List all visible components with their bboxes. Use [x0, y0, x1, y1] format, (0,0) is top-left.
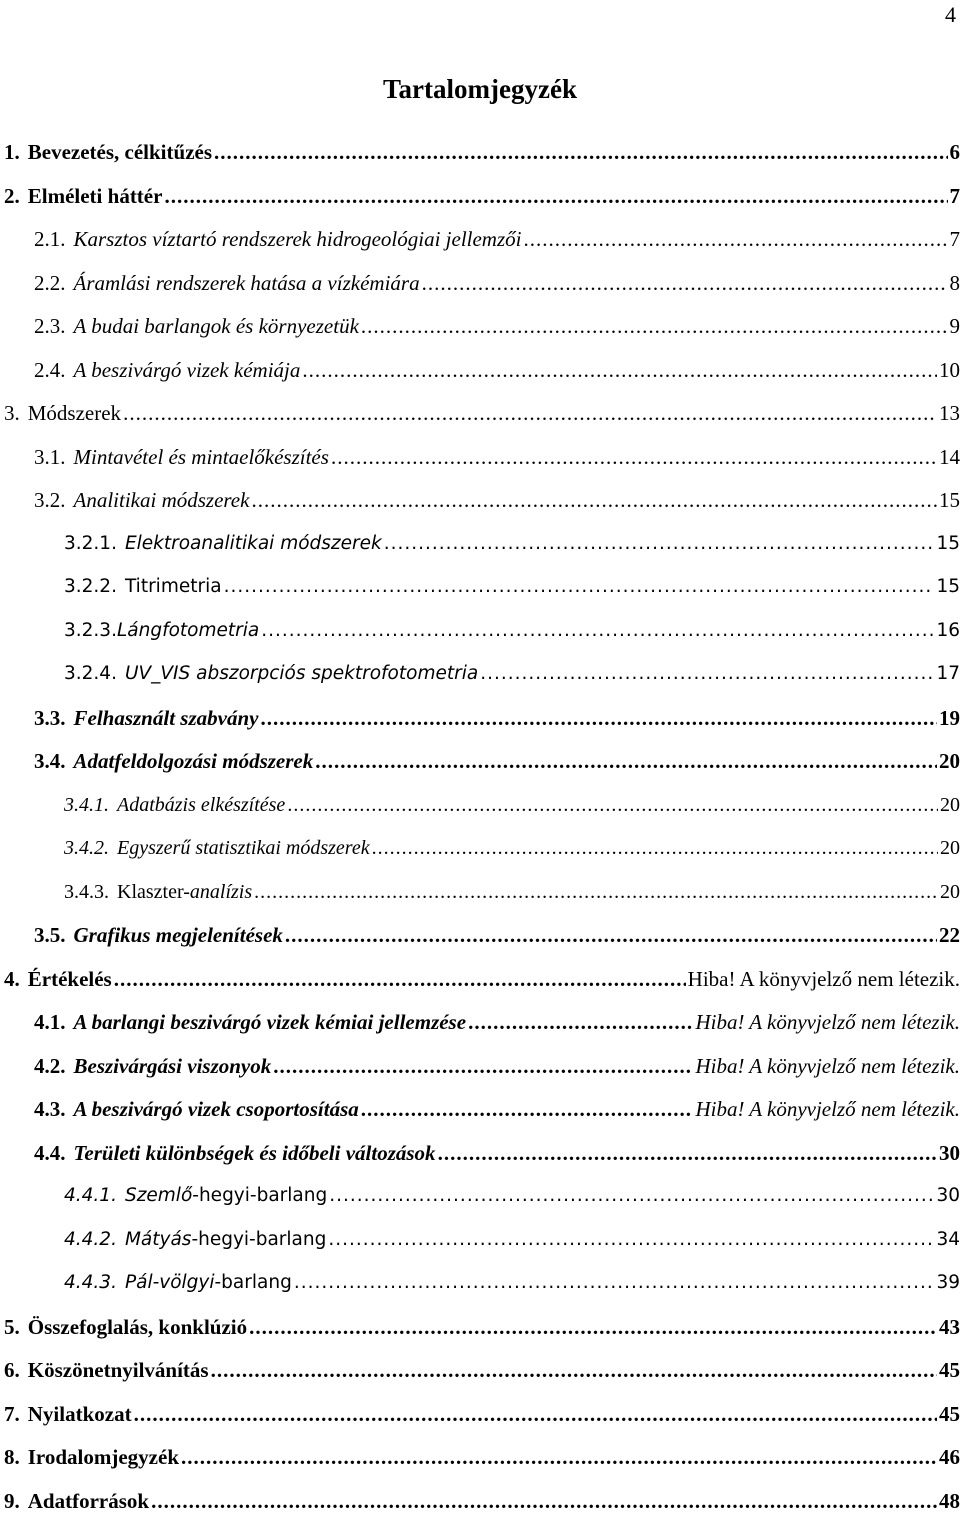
toc-entry-title-part: analízis: [190, 881, 252, 903]
toc-entry-page: 30: [936, 1176, 960, 1216]
toc-entry[interactable]: [0, 611, 960, 655]
toc-entry-page: Hiba! A könyvjelző nem létezik.: [695, 1002, 960, 1042]
toc-entry[interactable]: [0, 1133, 960, 1177]
toc-entry-page: 7: [950, 176, 960, 216]
toc-entry-title: A beszivárgó vizek kémiája: [74, 350, 301, 390]
toc-entry-number: 3.4.1.: [64, 785, 109, 825]
dot-leader: [249, 1307, 937, 1347]
toc-entry[interactable]: [0, 524, 960, 568]
toc-entry-number: 3.4.: [34, 741, 66, 781]
toc-entry-page: Hiba! A könyvjelző nem létezik.: [695, 1089, 960, 1129]
toc-entry-number: 6.: [4, 1350, 20, 1390]
toc-entry[interactable]: [0, 1437, 960, 1481]
toc-entry-title: Lángfotometria: [117, 611, 259, 651]
toc-entry-page: 19: [939, 698, 960, 738]
toc-entry-title-part: Klaszter-: [117, 881, 190, 903]
toc-entry-title: Adatfeldolgozási módszerek: [74, 741, 314, 781]
toc-entry-title: Köszönetnyilvánítás: [28, 1350, 209, 1390]
toc-entry-title: Irodalomjegyzék: [28, 1437, 179, 1477]
toc-entry-page: 46: [939, 1437, 960, 1477]
toc-entry-number: 2.3.: [34, 306, 66, 346]
toc-entry-page: 15: [939, 480, 960, 520]
dot-leader: [287, 785, 938, 825]
toc-entry-page: 30: [939, 1133, 960, 1173]
toc-entry[interactable]: [0, 1394, 960, 1438]
dot-leader: [273, 1046, 693, 1086]
dot-leader: [251, 480, 937, 520]
toc-entry-page: 20: [940, 872, 960, 912]
toc-entry-page: 15: [936, 524, 960, 564]
toc-entry-number: 5.: [4, 1307, 20, 1347]
toc-entry-page: 16: [936, 611, 960, 651]
dot-leader: [438, 1133, 937, 1173]
toc-entry[interactable]: [0, 350, 960, 394]
toc-entry[interactable]: [0, 1220, 960, 1264]
toc-entry-page: 20: [940, 785, 960, 825]
toc-entry-title: Elméleti háttér: [28, 176, 163, 216]
toc-entry-number: 2.2.: [34, 263, 66, 303]
toc-entry-title-part: Szemlő: [125, 1185, 192, 1206]
toc-entry-title: [125, 1263, 292, 1303]
toc-entry-title-part: Mátyás: [125, 1229, 191, 1250]
toc-entry[interactable]: [0, 654, 960, 698]
dot-leader: [211, 1350, 937, 1390]
toc-entry-title: Áramlási rendszerek hatása a vízkémiára: [74, 263, 420, 303]
toc-entry-page: 17: [936, 654, 960, 694]
toc-entry-title: Területi különbségek és időbeli változások: [74, 1133, 436, 1173]
toc-entry[interactable]: [0, 176, 960, 220]
toc-entry-title: Analitikai módszerek: [74, 480, 250, 520]
toc-entry-page: 45: [939, 1394, 960, 1434]
dot-leader: [480, 654, 934, 694]
toc-entry[interactable]: [0, 872, 960, 916]
toc-entry[interactable]: [0, 741, 960, 785]
dot-leader: [315, 741, 937, 781]
toc-entry-page: 39: [936, 1263, 960, 1303]
toc-entry[interactable]: [0, 132, 960, 176]
toc-entry-page: 20: [940, 828, 960, 868]
toc-entry[interactable]: [0, 437, 960, 481]
dot-leader: [224, 567, 935, 607]
dot-leader: [134, 1394, 937, 1434]
toc-entry-page: 8: [950, 263, 960, 303]
dot-leader: [422, 263, 948, 303]
dot-leader: [261, 611, 934, 651]
toc-entry-number: 3.2.4.: [64, 654, 117, 694]
toc-entry-title: A barlangi beszivárgó vizek kémiai jellemzése: [74, 1002, 467, 1042]
toc-entry-number: 4.1.: [34, 1002, 66, 1042]
dot-leader: [260, 698, 937, 738]
toc-entry[interactable]: [0, 828, 960, 872]
toc-entry[interactable]: [0, 393, 960, 437]
toc-entry-title: Titrimetria: [125, 567, 222, 607]
toc-entry-page: 6: [950, 132, 960, 172]
toc-entry[interactable]: [0, 219, 960, 263]
toc-entry-title: Felhasznált szabvány: [74, 698, 259, 738]
toc-entry-number: 3.2.2.: [64, 567, 117, 607]
toc-entry[interactable]: [0, 1176, 960, 1220]
toc-title: Tartalomjegyzék: [0, 74, 960, 105]
toc-entry-title: Elektroanalitikai módszerek: [125, 524, 382, 564]
dot-leader: [361, 1089, 694, 1129]
toc-entry-number: 4.4.: [34, 1133, 66, 1173]
toc-entry[interactable]: [0, 1002, 960, 1046]
toc-entry-number: 1.: [4, 132, 20, 172]
toc-entry-number: 4.3.: [34, 1089, 66, 1129]
toc-entry-title-part: Pál-völgyi: [125, 1272, 215, 1293]
toc-entry-page: Hiba! A könyvjelző nem létezik.: [695, 1046, 960, 1086]
toc-entry[interactable]: [0, 480, 960, 524]
toc-entry-page: 22: [939, 915, 960, 955]
toc-entry-page: Hiba! A könyvjelző nem létezik.: [688, 959, 960, 999]
toc-entry-number: 4.2.: [34, 1046, 66, 1086]
toc-entry-title: Grafikus megjelenítések: [74, 915, 283, 955]
dot-leader: [151, 1481, 937, 1521]
dot-leader: [114, 959, 686, 999]
table-of-contents: [0, 132, 960, 1524]
dot-leader: [123, 393, 937, 433]
toc-entry-title-part: -hegyi-barlang: [191, 1229, 326, 1250]
dot-leader: [361, 306, 948, 346]
toc-entry-title: Mintavétel és mintaelőkészítés: [74, 437, 329, 477]
toc-entry[interactable]: [0, 1307, 960, 1351]
toc-entry-number: 3.5.: [34, 915, 66, 955]
toc-entry-number: 3.2.1.: [64, 524, 117, 564]
toc-entry-number: 9.: [4, 1481, 20, 1521]
toc-entry-number: 3.4.2.: [64, 828, 109, 868]
dot-leader: [285, 915, 937, 955]
toc-entry-title-part: -hegyi-barlang: [192, 1185, 327, 1206]
toc-entry-title: Adatbázis elkészítése: [117, 785, 285, 825]
toc-entry-title: [125, 1220, 326, 1260]
dot-leader: [214, 132, 947, 172]
toc-entry-number: 2.: [4, 176, 20, 216]
dot-leader: [468, 1002, 693, 1042]
dot-leader: [329, 1176, 934, 1216]
toc-entry-page: 13: [939, 393, 960, 433]
toc-entry[interactable]: [0, 263, 960, 307]
toc-entry-title: Egyszerű statisztikai módszerek: [117, 828, 370, 868]
toc-entry-number: 4.4.1.: [64, 1176, 117, 1216]
toc-entry-number: 3.2.3.: [64, 611, 117, 651]
toc-entry-number: 3.: [4, 393, 20, 433]
toc-entry-title: [117, 872, 252, 912]
toc-entry-page: 10: [939, 350, 960, 390]
dot-leader: [372, 828, 938, 868]
toc-entry-title: UV_VIS abszorpciós spektrofotometria: [125, 654, 478, 694]
toc-entry-title: Adatforrások: [28, 1481, 149, 1521]
toc-entry-number: 8.: [4, 1437, 20, 1477]
dot-leader: [328, 1220, 934, 1260]
dot-leader: [164, 176, 947, 216]
toc-entry-number: 2.4.: [34, 350, 66, 390]
toc-entry[interactable]: [0, 1046, 960, 1090]
toc-entry[interactable]: [0, 1263, 960, 1307]
toc-entry-title: Nyilatkozat: [28, 1394, 132, 1434]
dot-leader: [254, 872, 938, 912]
toc-entry-title: [125, 1176, 327, 1216]
toc-entry[interactable]: [0, 306, 960, 350]
toc-entry[interactable]: [0, 1350, 960, 1394]
toc-entry-title: Bevezetés, célkitűzés: [28, 132, 212, 172]
toc-entry-title-part: -barlang: [215, 1272, 292, 1293]
toc-entry-number: 3.1.: [34, 437, 66, 477]
toc-entry-title: A budai barlangok és környezetük: [74, 306, 359, 346]
toc-entry[interactable]: [0, 567, 960, 611]
toc-entry-title: Karsztos víztartó rendszerek hidrogeológiai jellemzői: [74, 219, 522, 259]
toc-entry-number: 3.2.: [34, 480, 66, 520]
toc-entry-page: 9: [950, 306, 960, 346]
dot-leader: [384, 524, 935, 564]
toc-entry-page: 7: [950, 219, 960, 259]
toc-entry[interactable]: [0, 785, 960, 829]
toc-entry-number: 4.: [4, 959, 20, 999]
toc-entry-number: 4.4.3.: [64, 1263, 117, 1303]
toc-entry-page: 20: [939, 741, 960, 781]
toc-entry[interactable]: [0, 1481, 960, 1524]
toc-entry-title: Módszerek: [28, 393, 121, 433]
toc-entry-page: 14: [939, 437, 960, 477]
toc-entry[interactable]: [0, 1089, 960, 1133]
toc-entry-number: 3.4.3.: [64, 872, 109, 912]
toc-entry[interactable]: [0, 915, 960, 959]
toc-entry-title: Értékelés: [28, 959, 112, 999]
toc-entry-number: 3.3.: [34, 698, 66, 738]
toc-entry-page: 45: [939, 1350, 960, 1390]
toc-entry-title: Beszivárgási viszonyok: [74, 1046, 272, 1086]
toc-entry-number: 2.1.: [34, 219, 66, 259]
toc-entry-title: A beszivárgó vizek csoportosítása: [74, 1089, 359, 1129]
dot-leader: [294, 1263, 935, 1303]
toc-entry[interactable]: [0, 698, 960, 742]
dot-leader: [302, 350, 937, 390]
toc-entry-title: Összefoglalás, konklúzió: [28, 1307, 247, 1347]
toc-entry-page: 43: [939, 1307, 960, 1347]
toc-entry[interactable]: [0, 959, 960, 1003]
dot-leader: [523, 219, 947, 259]
dot-leader: [331, 437, 937, 477]
toc-entry-number: 4.4.2.: [64, 1220, 117, 1260]
toc-entry-page: 15: [936, 567, 960, 607]
page-number: 4: [945, 2, 956, 28]
toc-entry-page: 48: [939, 1481, 960, 1521]
dot-leader: [181, 1437, 937, 1477]
toc-entry-page: 34: [936, 1220, 960, 1260]
toc-entry-number: 7.: [4, 1394, 20, 1434]
